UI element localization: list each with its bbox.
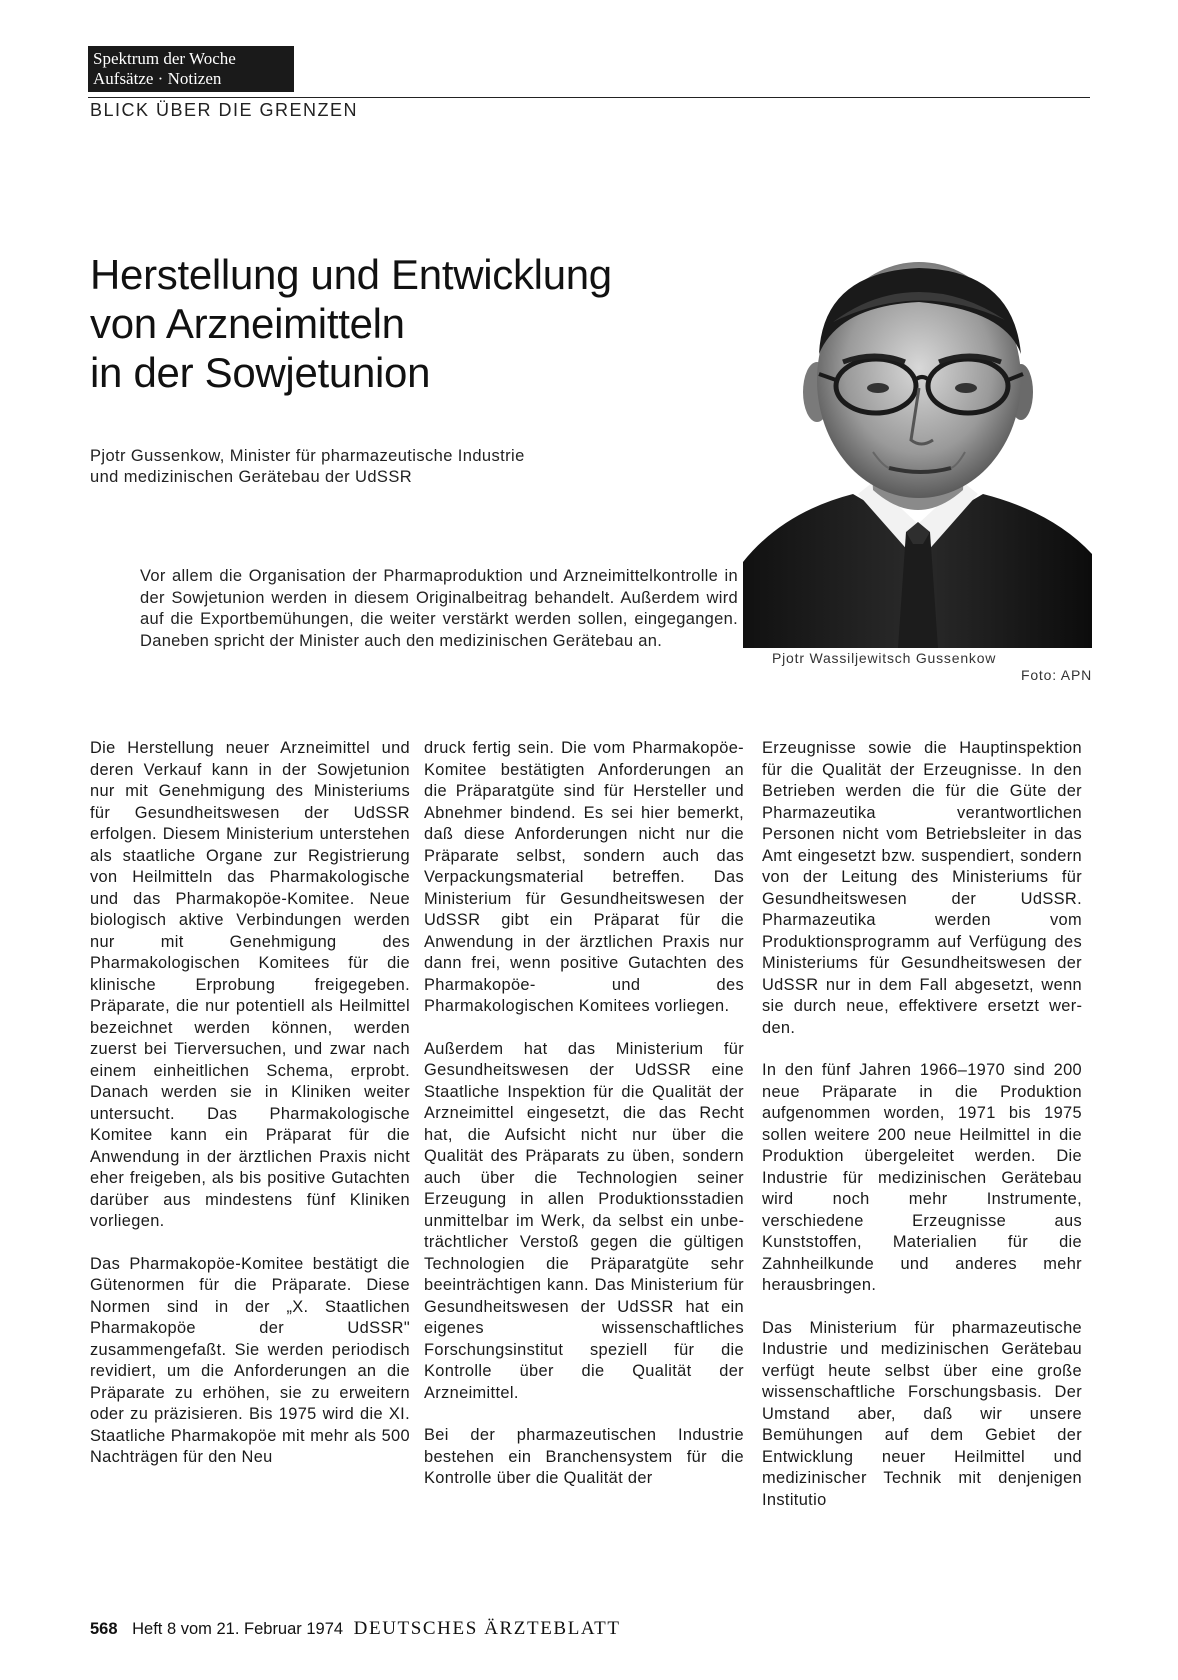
section-label-line2: Aufsätze · Notizen: [93, 69, 222, 88]
section-label-line1: Spektrum der Woche: [93, 49, 236, 68]
body-paragraph: Das Ministerium für pharmazeutische Industrie und medizinischen Gerätebau verfügt heute selbst über eine große wissenschaftliche Forschungsbasis. Der Umstand aber, daß wir unsere Bemühungen auf dem Gebiet der Entwicklung neuer Heilmittel und medizinischer Technik mit denjenigen Institutio: [762, 1318, 1082, 1509]
body-paragraph: Das Pharmakopöe-Komitee bestätigt die Gütenormen für die Präparate. Diese Normen sind in der „X. Staatlichen Pharmakopöe der UdSSR" zusammengefaßt. Sie werden periodisch revidiert, um die Anforderungen an die Präparate zu erhöhen, sie zu erweitern oder zu präzisieren. Bis 1975 wird die XI. Staatliche Pharmakopöe mit mehr als 500 Nachträgen für den Neu: [90, 1254, 410, 1466]
body-paragraph: In den fünf Jahren 1966–1970 sind 200 neue Präparate in die Produktion aufgenommen worden, 1971 bis 1975 sollen weitere 200 neue Heilmittel in die Produktion übergeleitet werden. Die Industrie für medizinischen Gerätebau wird noch mehr Instrumente, verschiedene Erzeugnisse aus Kunststoffen, Materialien für die Zahnheilkunde und anderes mehr herausbringen.: [762, 1061, 1082, 1294]
journal-name: DEUTSCHES ÄRZTEBLATT: [353, 1618, 621, 1639]
photo-caption-name: Pjotr Wassiljewitsch Gussenkow: [772, 650, 997, 666]
body-paragraph: Die Herstellung neuer Arzneimittel und deren Verkauf kann in der Sowjetunion nur mit Genehmigung des Ministeriums für Gesundheitswesen der UdSSR erfolgen. Diesem Ministerium unterstehen als staatliche Organe zur Registrierung von Heilmitteln das Pharmakologische und das Pharmakopöe-Komitee. Neue biologisch aktive Verbindungen werden nur mit Genehmigung des Pharmakologischen Komitees für die klinische Erprobung freigegeben. Präparate, die nur potentiell als Heilmittel bezeichnet werden können, werden zuerst bei Tierversuchen, und zwar nach einem einheitlichen Schema, erprobt. Danach werden sie in Kliniken weiter untersucht. Das Pharmakologische Komitee kann ein Präparat für die Anwendung in der ärztlichen Praxis nicht eher freigeben, als bis positive Gutachten darüber aus mindestens fünf Kliniken vorliegen.: [90, 739, 410, 1230]
headline-line2: von Arzneimitteln: [90, 300, 405, 347]
body-paragraph: Bei der pharmazeutischen Industrie bestehen ein Branchensystem für die Kontrolle über die Qualität der: [424, 1426, 744, 1487]
author-portrait: [743, 262, 1092, 648]
section-label: [88, 46, 294, 92]
page-footer: [90, 1618, 621, 1640]
body-paragraph: Außerdem hat das Ministerium für Gesundheitswesen der UdSSR eine Staatliche Inspektion für die Qualität der Arzneimittel eingesetzt, die das Recht hat, die Aufsicht nicht nur über die Qualität des Präparats zu üben, sondern auch über die Technologien seiner Erzeugung in allen Produktionsstadien unmittelbar im Werk, da selbst ein unbeträchtlicher Verstoß gegen die gültigen Technologien die Präparatgüte sehr beeinträchtigen kann. Das Ministerium für Gesundheitswesen der UdSSR hat ein eigenes wissenschaftliches Forschungsinstitut speziell für die Kontrolle über die Qualität der Arzneimittel.: [424, 1039, 744, 1402]
byline-line2: und medizinischen Gerätebau der UdSSR: [90, 468, 413, 486]
body-column-2: [424, 738, 744, 1511]
body-column-3: [762, 738, 1082, 1532]
issue-info: Heft 8 vom 21. Februar 1974: [132, 1620, 344, 1638]
photo-credit: Foto: APN: [1020, 667, 1092, 683]
page-number: 568: [90, 1620, 118, 1638]
photo-caption: [772, 650, 1092, 684]
headline: [90, 250, 730, 397]
body-paragraph: Erzeugnisse sowie die Hauptinspektion für die Qualität der Erzeugnisse. In den Betrieben werden die für die Güte der Pharmazeutika verantwortlichen Personen nicht vom Betriebsleiter in das Amt eingesetzt bzw. suspendiert, sondern von der Leitung des Ministeriums für Gesundheitswesen der UdSSR. Pharmazeutika werden vom Produktionsprogramm auf Verfügung des Ministeriums für Gesundheitswesen der UdSSR nur in dem Fall abgesetzt, wenn sie durch neue, effektivere ersetzt werden.: [762, 739, 1082, 1037]
kicker: BLICK ÜBER DIE GRENZEN: [90, 100, 359, 120]
byline: [90, 446, 710, 488]
body-column-1: [90, 738, 410, 1490]
lead-paragraph: Vor allem die Organisation der Pharmaproduktion und Arzneimittelkontrolle in der Sowjetunion werden in diesem Originalbeitrag behandelt. Außerdem wird auf die Exportbemühungen, die weiter verstärkt werden sollen, eingegangen. Daneben spricht der Minister auch den medizinischen Gerätebau an.: [140, 567, 738, 650]
top-rule: [88, 97, 1090, 98]
byline-line1: Pjotr Gussenkow, Minister für pharmazeutische Industrie: [90, 447, 525, 465]
headline-line1: Herstellung und Entwicklung: [90, 251, 612, 298]
headline-line3: in der Sowjetunion: [90, 349, 431, 396]
body-paragraph: druck fertig sein. Die vom Pharmakopöe-Komitee bestätigten Anforderungen an die Präparatgüte sind für Hersteller und Abnehmer bindend. Es sei hier bemerkt, daß diese Anforderungen nicht nur die Präparate selbst, sondern auch das Verpackungsmaterial betreffen. Das Ministerium für Gesundheitswesen der UdSSR gibt ein Präparat für die Anwendung in der ärztlichen Praxis nur dann frei, wenn positive Gutachten des Pharmakopöe- und des Pharmakologischen Komitees vorliegen.: [424, 739, 744, 1015]
